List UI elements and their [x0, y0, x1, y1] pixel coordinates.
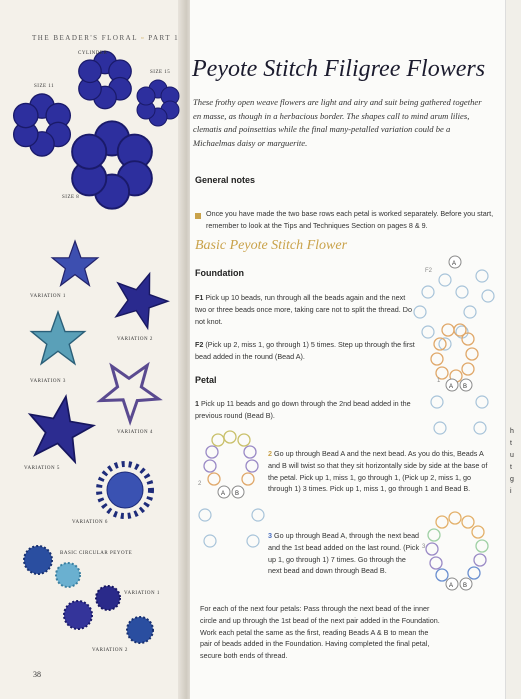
- bead-label-a: A: [449, 384, 454, 390]
- step-f1-text: Pick up 10 beads, run through all the beads again and the next two or three beads once more, taking care not to split the thread. Do not knot.: [195, 293, 412, 326]
- edge-letter: t: [510, 440, 512, 447]
- label-basic-variation2: VARIATION 2: [92, 648, 128, 653]
- bead-label-b: B: [463, 384, 468, 390]
- label-basic-circular-peyote: BASIC CIRCULAR PEYOTE: [60, 551, 133, 556]
- diagram-label-f2: F2: [425, 268, 433, 274]
- header-section: THE BEADER'S FLORAL: [32, 34, 138, 42]
- label-cylinder: CYLINDER: [78, 51, 108, 56]
- label-size15: SIZE 15: [150, 70, 171, 75]
- page-number: 38: [33, 670, 41, 679]
- label-variation1: VARIATION 1: [30, 294, 66, 299]
- diagram-petal-1: [431, 324, 478, 382]
- bead-label-a: A: [449, 583, 454, 589]
- edge-letter: u: [510, 452, 514, 459]
- bead-label-b: B: [235, 491, 240, 497]
- bead-label-b: B: [463, 583, 468, 589]
- diagram-label-2: 2: [198, 481, 202, 487]
- section-subtitle: Basic Peyote Stitch Flower: [195, 238, 348, 253]
- diagram-label-3: 3: [422, 544, 426, 550]
- final-instructions: For each of the next four petals: Pass through the next bead of the inner circle and up through the 1st bead of the next pair added in the Foundation. Work each petal the same as the first, reading Beads A & B to mean the pair of beads added in the Foundation. Having completed the final petal, secure both ends of thread.: [200, 604, 440, 661]
- bead-label-a: A: [452, 261, 457, 267]
- header-separator: ▫: [140, 34, 145, 42]
- step-f2-label: F2: [195, 340, 204, 349]
- edge-letter: h: [510, 428, 514, 435]
- label-variation4: VARIATION 4: [117, 430, 153, 435]
- header-part: PART 1: [148, 34, 180, 42]
- step-p2-text: Go up through Bead A and the next bead. As you do this, Beads A and B will twist so that they sit horizontally side by side at the base of the petal. Pick up 1, miss 1, go through 1, (Pick up 2, miss 1, go through 1) 3 times. Pick up 1, miss 1, go through 1 and Bead B.: [268, 449, 488, 494]
- general-notes-text: Once you have made the two base rows each petal is worked separately. Before you start, remember to look at the Tips and Techniques Section on pages 8 & 9.: [206, 209, 494, 230]
- page-title: Peyote Stitch Filigree Flowers: [192, 56, 486, 82]
- foundation-heading: Foundation: [195, 268, 244, 278]
- diagram-petal-3: [426, 512, 488, 581]
- step-p1-text: Pick up 11 beads and go down through the 2nd bead added in the previous round (Bead B).: [195, 399, 411, 420]
- diagram-label-1: 1: [437, 378, 441, 384]
- label-size8: SIZE 8: [62, 195, 80, 200]
- general-notes-heading: General notes: [195, 175, 256, 185]
- step-p3-text: Go up through Bead A, through the next bead and the 1st bead added on the last round. (Pick up 1, go through 1) 7 times. Go through the next bead and down through Bead B.: [268, 531, 420, 576]
- step-p2-label: 2: [268, 449, 272, 458]
- edge-letter: g: [510, 476, 514, 483]
- label-variation2: VARIATION 2: [117, 337, 153, 342]
- step-p3-label: 3: [268, 531, 272, 540]
- label-variation5: VARIATION 5: [24, 466, 60, 471]
- diagram-f2: [414, 270, 494, 350]
- bead-label-a: A: [221, 491, 226, 497]
- petal-heading: Petal: [195, 375, 217, 385]
- step-p1-label: 1: [195, 399, 199, 408]
- edge-letter: t: [510, 464, 512, 471]
- edge-letter: i: [510, 488, 512, 495]
- label-size11: SIZE 11: [34, 84, 55, 89]
- intro-paragraph: These frothy open weave flowers are light and airy and suit being gathered together en masse, as though in a herbacious border. The shapes call to mind arum lilies, clematis and poinsettias while the final many-petalled variation could be a Michaelmas daisy or marguerite.: [193, 97, 482, 148]
- diagram-petal-2: [204, 431, 258, 485]
- step-f2-text: (Pick up 2, miss 1, go through 1) 5 times. Step up through the first bead added in the round (Bead A).: [195, 340, 415, 361]
- label-variation6: VARIATION 6: [72, 520, 108, 525]
- label-variation3: VARIATION 3: [30, 379, 66, 384]
- step-f1-label: F1: [195, 293, 204, 302]
- label-basic-variation1: VARIATION 1: [124, 591, 160, 596]
